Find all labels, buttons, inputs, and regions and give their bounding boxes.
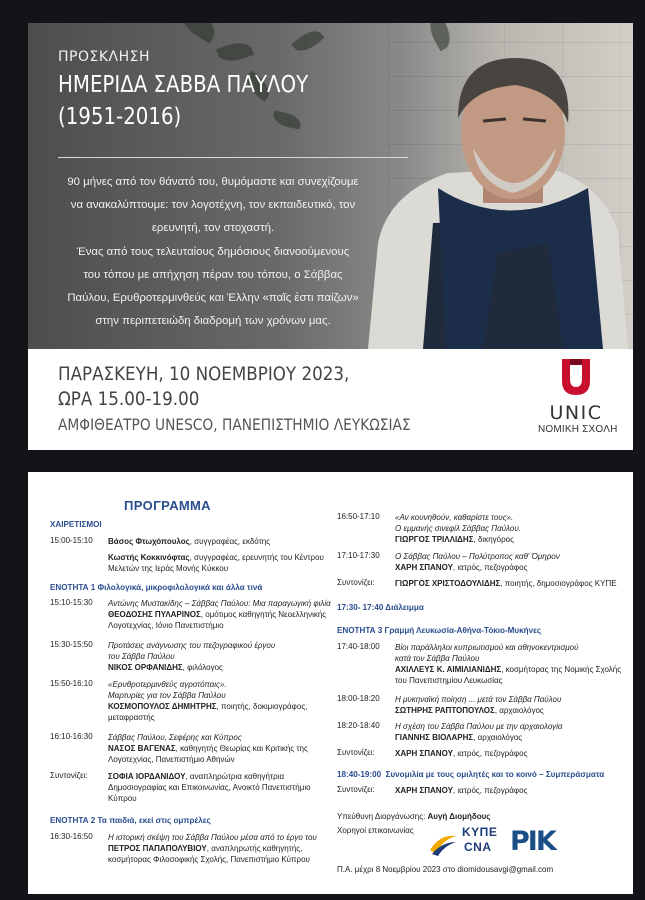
- rsvp-line: Π.Α. μέχρι 8 Νοεμβρίου 2023 στο diomidousavgi@gmail.com: [337, 865, 554, 874]
- talk-title: Αντώνης Μυστακίδης – Σάββας Παύλου: Μια παραγωγική φιλία: [108, 599, 331, 608]
- row-details: [108, 679, 335, 723]
- row-details: [395, 694, 622, 716]
- chair-role: , αναπληρώτρια καθηγήτρια: [185, 772, 285, 781]
- intro-line: στην περιπετειώδη διαδρομή των χρόνων μας.: [95, 315, 331, 327]
- speaker-name: ΚΟΣΜΟΠΟΥΛΟΣ ΔΗΜΗΤΡΗΣ: [108, 702, 217, 711]
- row-time: 18:00-18:20: [337, 694, 380, 703]
- speaker-role: του Πανεπιστημίου Λευκωσίας: [395, 676, 503, 685]
- row-time: 17:40-18:00: [337, 642, 380, 651]
- talk-title: Η ιστορική σκέψη του Σάββα Παύλου μέσα από το έργο του: [108, 833, 317, 842]
- speaker-name: Κωστής Κοκκινόφτας: [108, 553, 190, 562]
- speaker-role: Μελετών της Ιεράς Μονής Κύκκου: [108, 564, 229, 573]
- speaker-role: , αρχαιολόγος: [473, 733, 523, 742]
- row-time: 15:30-15:50: [50, 640, 93, 649]
- section-3-heading: ΕΝΟΤΗΤΑ 3 Γραμμή Λευκωσία-Αθήνα-Τόκιο-Μυκήνες: [337, 626, 542, 635]
- final-session-time: 18:40-19:00: [337, 770, 382, 779]
- row-time: 15:10-15:30: [50, 598, 93, 607]
- intro-line: να ανακαλύπτουμε: τον λογοτέχνη, τον εκπαιδευτικό, τον: [70, 199, 356, 211]
- speaker-name: ΝΙΚΟΣ ΟΡΦΑΝΙΔΗΣ: [108, 663, 183, 672]
- talk-title: Σάββας Παύλου, Σεφέρης και Κύπρος: [108, 733, 242, 742]
- talk-title: Μαρτυρίες για τον Σάββα Παύλου: [108, 691, 226, 700]
- speaker-name: ΓΙΩΡΓΟΣ ΤΡΙΛΛΙΔΗΣ: [395, 535, 474, 544]
- row-details: [108, 640, 335, 673]
- speaker-name: ΠΕΤΡΟΣ ΠΑΠΑΠΟΛΥΒΙΟΥ: [108, 844, 207, 853]
- speaker-name: ΘΕΟΔΟΣΗΣ ΠΥΛΑΡΙΝΟΣ: [108, 610, 201, 619]
- sponsors-label: Χορηγοί επικοινωνίας: [337, 826, 414, 835]
- row-details: [395, 512, 622, 545]
- hero-banner: [28, 23, 633, 349]
- programme-card: [28, 472, 633, 894]
- row-details: [395, 748, 622, 759]
- row-time: 17:10-17:30: [337, 551, 380, 560]
- intro-line: Παύλου, Ερυθροτερμινθεύς και Έλλην «παῖς ἐστι παίζων»: [67, 292, 359, 304]
- talk-title: Η σχέση του Σάββα Παύλου με την αρχαιολογία: [395, 722, 563, 731]
- final-session-title: Συνομιλία με τους ομιλητές και το κοινό – Συμπεράσματα: [385, 770, 605, 779]
- row-time: 16:10-16:30: [50, 732, 93, 741]
- chair-label: Συντονίζει:: [337, 748, 375, 757]
- unic-school: ΝΟΜΙΚΗ ΣΧΟΛΗ: [538, 424, 618, 435]
- talk-title: Βίοι παράλληλοι κυπριωτισμού και αθηνοκεντρισμού: [395, 643, 579, 652]
- chair-role: , ποιητής, δημοσιογράφος ΚΥΠΕ: [500, 579, 617, 588]
- chair-role: Δημοσιογραφίας και Επικοινωνίας, Ανοικτό Πανεπιστήμιο: [108, 783, 311, 792]
- row-details: [395, 721, 622, 743]
- speaker-role: , αρχαιολόγος: [494, 706, 544, 715]
- event-date: ΠΑΡΑΣΚΕΥΗ, 10 ΝΟΕΜΒΡΙΟΥ 2023,: [58, 363, 350, 385]
- talk-title: «Ερυθροτερμινθεύς αγροτόπαις».: [108, 680, 227, 689]
- organizer-line: [337, 811, 627, 822]
- cna-swoosh-icon: [428, 828, 458, 858]
- row-time: 16:50-17:10: [337, 512, 380, 521]
- section-1-heading: ΕΝΟΤΗΤΑ 1 Φιλολογικά, μικροφιλολογικά και άλλα τινά: [50, 583, 263, 592]
- event-info: [28, 349, 633, 450]
- organizer-label: Υπεύθυνη Διοργάνωσης:: [337, 812, 428, 821]
- row-time: 18:20-18:40: [337, 721, 380, 730]
- talk-title: Η μυκηναϊκή ποίηση ... μετά τον Σάββα Παύλου: [395, 695, 562, 704]
- intro-line: 90 μήνες από τον θάνατό του, θυμόμαστε και συνεχίζουμε: [67, 176, 359, 188]
- event-time: ΩΡΑ 15.00-19.00: [58, 388, 200, 410]
- intro-paragraph-2: [58, 241, 368, 333]
- invitation-card: [28, 23, 633, 450]
- sponsor-logos: [426, 824, 576, 860]
- row-details: [395, 578, 622, 589]
- event-venue: ΑΜΦΙΘΕΑΤΡΟ UNESCO, ΠΑΝΕΠΙΣΤΗΜΙΟ ΛΕΥΚΩΣΙΑΣ: [58, 415, 411, 434]
- speaker-role: , κοσμήτορας της Νομικής Σχολής: [501, 665, 622, 674]
- intro-paragraph-1: [58, 171, 368, 240]
- chair-role: , ιατρός, πεζογράφος: [452, 749, 528, 758]
- row-details: [395, 551, 622, 573]
- intro-line: του τόπου με απήχηση πέραν του τόπου, ο Σάββας: [83, 269, 343, 281]
- speaker-name: ΑΧΙΛΛΕΥΣ Κ. ΑΙΜΙΛΙΑΝΙΔΗΣ: [395, 665, 502, 674]
- speaker-name: ΧΑΡΗ ΣΠΑΝΟΥ: [395, 563, 453, 572]
- chair-role: Κύπρου: [108, 794, 137, 803]
- speaker-role: , ομότιμος καθηγητής Νεοελληνικής: [200, 610, 327, 619]
- row-details: [108, 536, 335, 574]
- row-details: [108, 832, 335, 865]
- talk-title: κατά τον Σάββα Παύλου: [395, 654, 480, 663]
- row-time: 15:50-16:10: [50, 679, 93, 688]
- speaker-role: , ιατρός, πεζογράφος: [452, 563, 528, 572]
- break-heading: 17:30- 17:40 Διάλειμμα: [337, 603, 424, 612]
- speaker-name: Βάσος Φτωχόπουλος: [108, 537, 190, 546]
- chair-label: Συντονίζει:: [337, 578, 375, 587]
- talk-title: «Αν κουνηθούν, καθαρίστε τους».: [395, 513, 514, 522]
- row-time: 16:30-16:50: [50, 832, 93, 841]
- rik-logo: ΡΙΚ: [510, 826, 555, 857]
- talk-title: Ο εμμανής σινεφίλ Σάββας Παύλου.: [395, 524, 521, 533]
- speaker-role: , αναπληρωτής καθηγητής,: [206, 844, 303, 853]
- final-session-heading: [337, 770, 604, 779]
- cna-logo-text: ΚΥΠΕ: [462, 825, 498, 839]
- unic-emblem-icon: [559, 357, 593, 397]
- speaker-name: ΓΙΑΝΝΗΣ ΒΙΟΛΑΡΗΣ: [395, 733, 474, 742]
- speaker-role: , συγγραφέας, ερευνητής του Κέντρου: [189, 553, 324, 562]
- speaker-role: , συγγραφέας, εκδότης: [189, 537, 271, 546]
- speaker-role: κοσμήτορας Φιλοσοφικής Σχολής, Πανεπιστήμιο Κύπρου: [108, 855, 310, 864]
- programme-title: ΠΡΟΓΡΑΜΜΑ: [124, 498, 211, 513]
- chair-label: Συντονίζει:: [50, 771, 88, 780]
- title-divider: [58, 157, 408, 158]
- row-details: [108, 732, 335, 765]
- chair-name: ΧΑΡΗ ΣΠΑΝΟΥ: [395, 786, 453, 795]
- talk-title: Προτάσεις ανάγνωσης του πεζογραφικού έργου: [108, 641, 276, 650]
- chair-name: ΧΑΡΗ ΣΠΑΝΟΥ: [395, 749, 453, 758]
- row-details: [108, 598, 335, 631]
- chair-name: ΣΟΦΙΑ ΙΟΡΔΑΝΙΔΟΥ: [108, 772, 186, 781]
- hero-text: [58, 49, 349, 133]
- cna-logo: [426, 824, 506, 860]
- chair-role: , ιατρός, πεζογράφος: [452, 786, 528, 795]
- speaker-role: , δικηγόρος: [473, 535, 514, 544]
- row-time: 15:00-15:10: [50, 536, 93, 545]
- intro-line: ερευνητή, τον στοχαστή.: [151, 222, 275, 234]
- invitation-label: ΠΡΟΣΚΛΗΣΗ: [58, 49, 150, 65]
- event-title: ΗΜΕΡΙΔΑ ΣΑΒΒΑ ΠΑΥΛΟΥ: [58, 72, 309, 98]
- row-details: [395, 642, 622, 686]
- speaker-role: Λογοτεχνίας, Πανεπιστήμιο Αθηνών: [108, 755, 235, 764]
- talk-title: Ο Σάββας Παύλου – Πολύτροπος καθ' Όμηρον: [395, 552, 560, 561]
- speaker-role: , φιλόλογος: [182, 663, 223, 672]
- speaker-role: , ποιητής, δοκιμιογράφος,: [216, 702, 308, 711]
- cna-logo-text: CNA: [464, 840, 492, 854]
- section-2-heading: ΕΝΟΤΗΤΑ 2 Τα παιδιά, εκεί στις ομπρέλες: [50, 816, 211, 825]
- unic-name: UNIC: [549, 402, 603, 424]
- intro-line: Ένας από τους τελευταίους δημόσιους διανοούμενους: [76, 246, 350, 258]
- event-years: (1951-2016): [58, 104, 182, 130]
- speaker-role: , καθηγητής Θεωρίας και Κριτικής της: [175, 744, 308, 753]
- speaker-role: Λογοτεχνίας, Ιόνιο Πανεπιστήμιο: [108, 621, 224, 630]
- speaker-name: ΝΑΣΟΣ ΒΑΓΕΝΑΣ: [108, 744, 176, 753]
- chair-label: Συντονίζει:: [337, 785, 375, 794]
- organizer-name: Αυγή Διομήδους: [427, 812, 491, 821]
- speaker-name: ΣΩΤΗΡΗΣ ΡΑΠΤΟΠΟΥΛΟΣ: [395, 706, 495, 715]
- row-details: [108, 771, 335, 804]
- unic-logo: [538, 357, 618, 435]
- row-details: [395, 785, 622, 796]
- section-welcome: ΧΑΙΡΕΤΙΣΜΟΙ: [50, 520, 102, 529]
- chair-name: ΓΙΩΡΓΟΣ ΧΡΙΣΤΟΔΟΥΛΙΔΗΣ: [395, 579, 501, 588]
- talk-title: του Σάββα Παύλου: [108, 652, 175, 661]
- speaker-role: μεταφραστής: [108, 713, 155, 722]
